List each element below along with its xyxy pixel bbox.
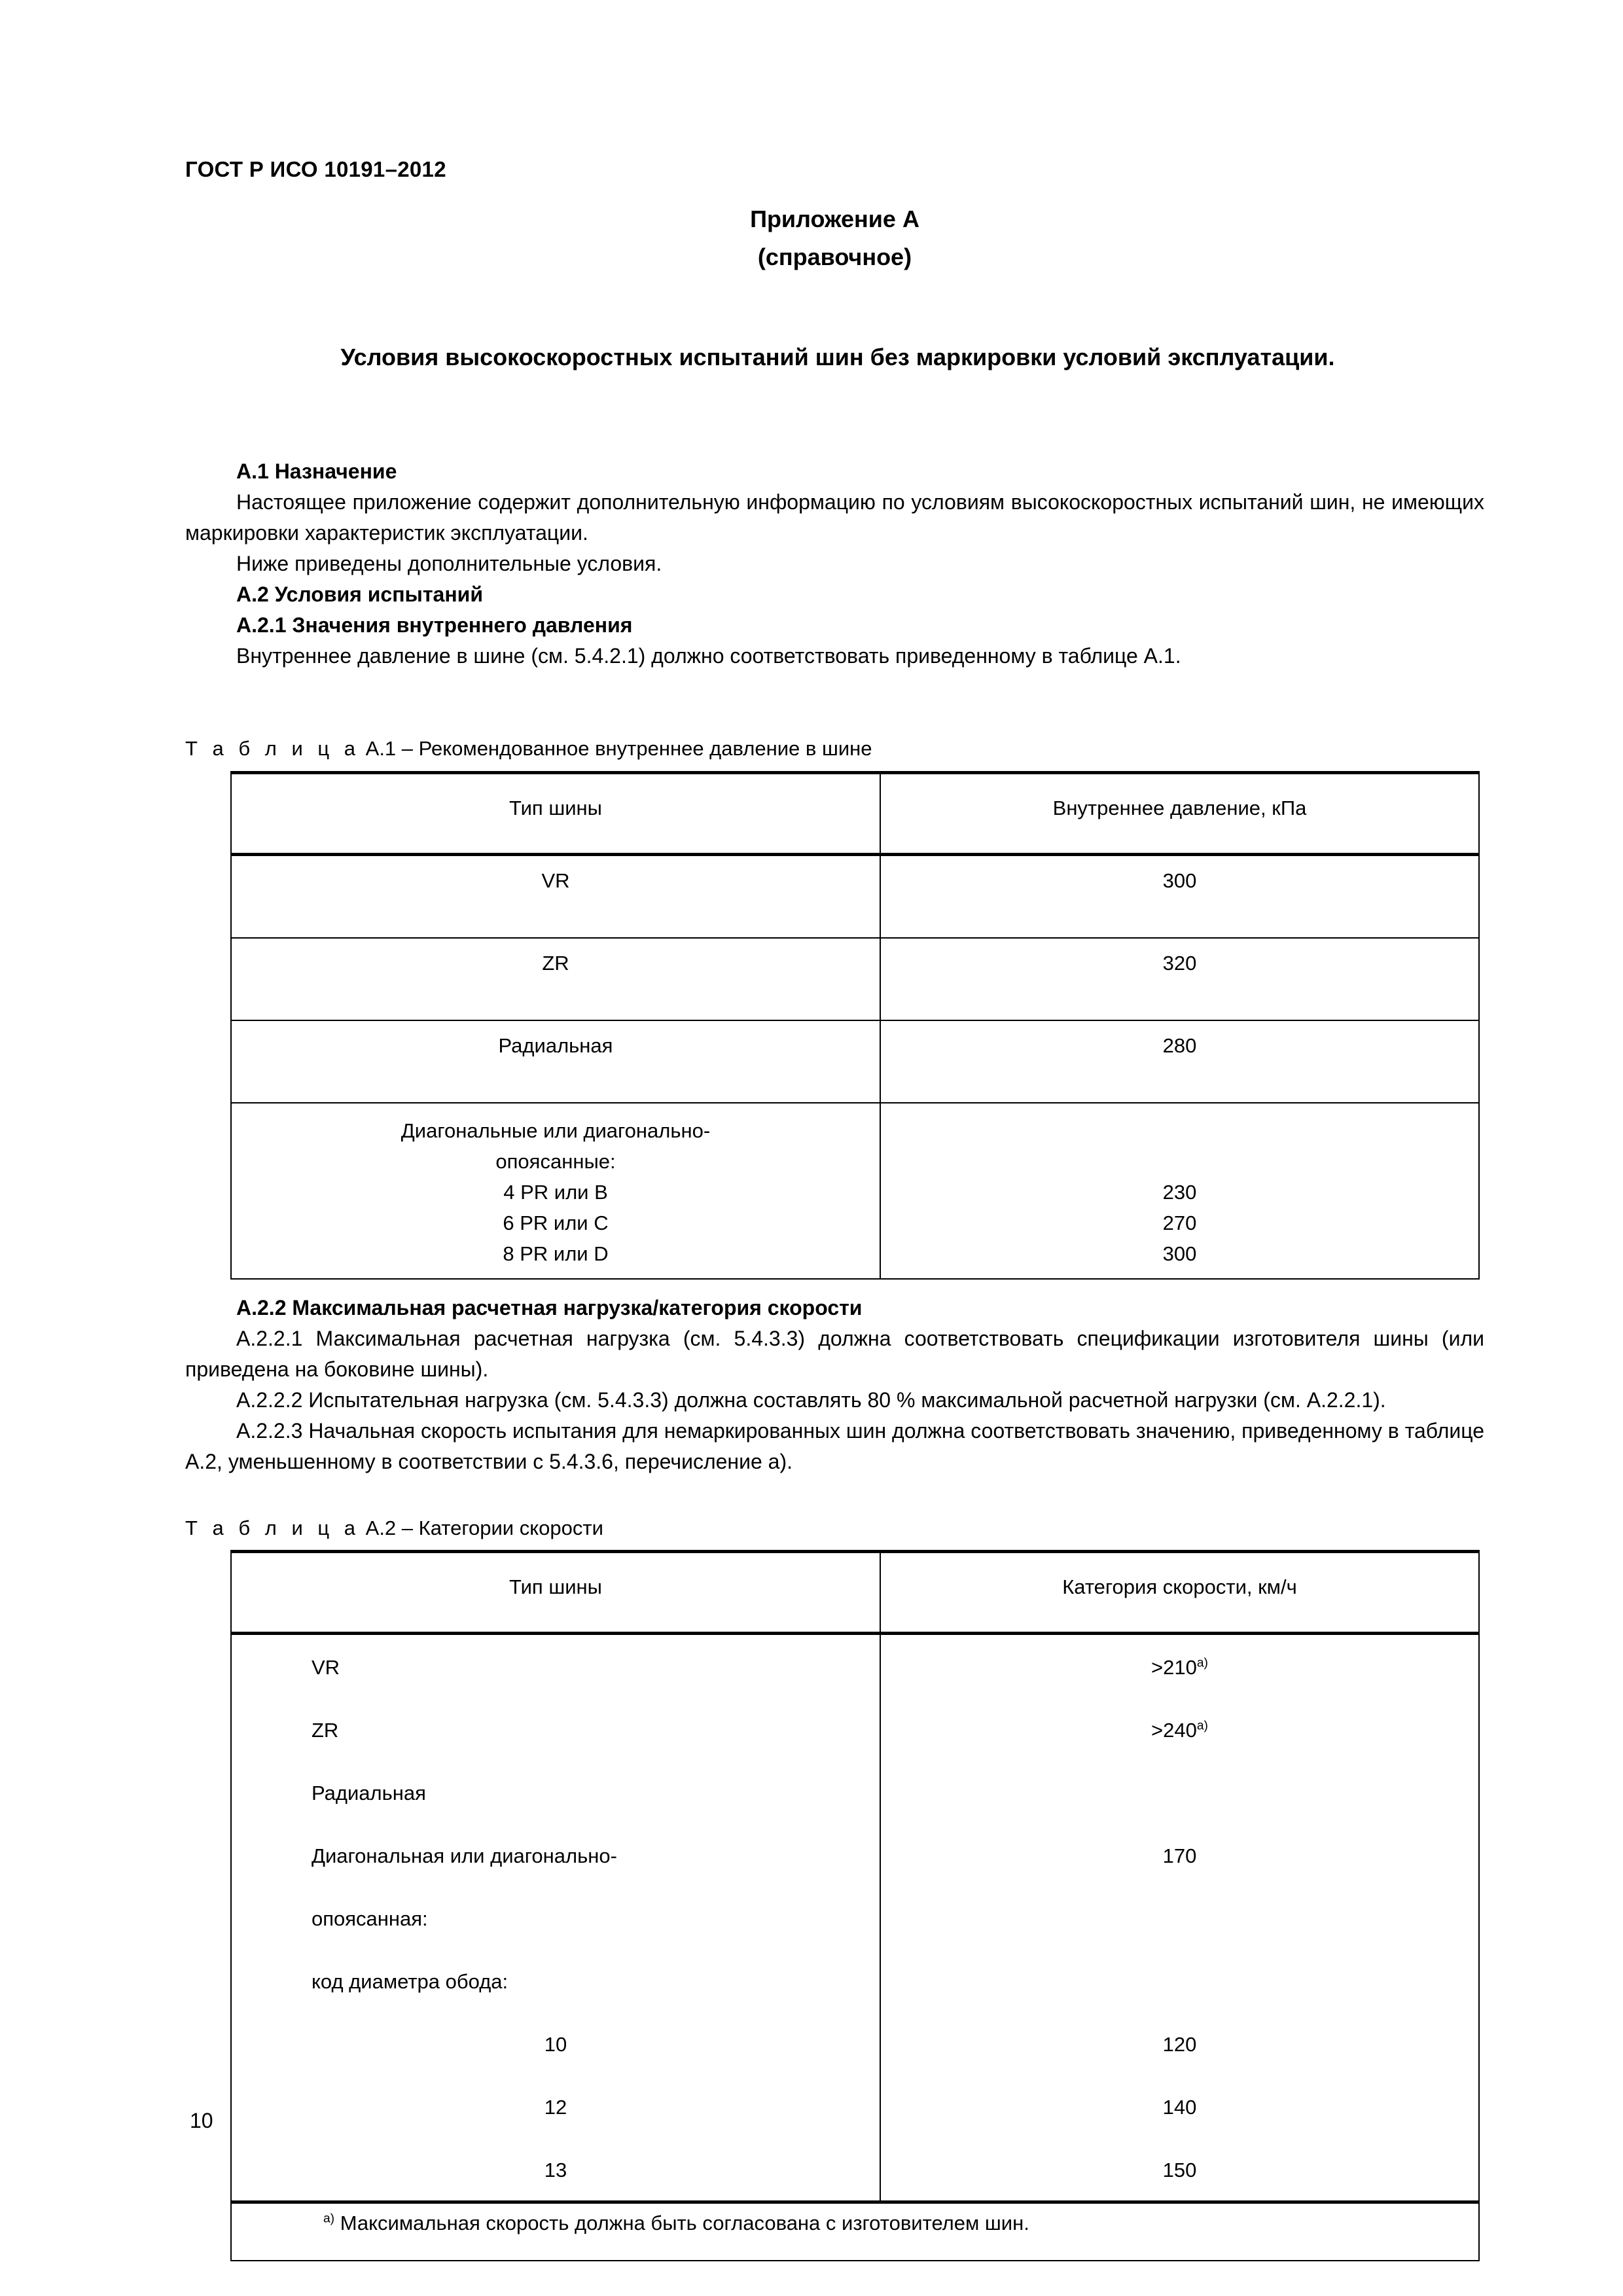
table-a1-cell-pressure: 300 [880, 855, 1479, 939]
table-a2-speed-footnote-ref: а) [1196, 1656, 1208, 1670]
table-a2-col-header-speed: Категория скорости, км/ч [880, 1552, 1479, 1634]
table-a2-cell-type: 10 [231, 2012, 880, 2075]
table-row [231, 1761, 1479, 1823]
table-a1-group-heading-line2: опоясанные: [495, 1150, 616, 1173]
table-a2-header-row [231, 1552, 1479, 1634]
table-a2-speed-value: >210 [1151, 1656, 1197, 1679]
table-a2-cell-speed: 120 [880, 2012, 1479, 2075]
table-row [231, 1698, 1479, 1761]
annex-subtitle-text: (справочное) [757, 243, 912, 270]
table-a1-caption-label: Т а б л и ц а [185, 737, 361, 760]
table-row [231, 1886, 1479, 1949]
table-a2-cell-type: опоясанная: [231, 1886, 880, 1949]
table-a1-cell-pressure: 300 [1162, 1242, 1197, 1265]
heading-a21: А.2.1 Значения внутреннего давления [236, 613, 633, 637]
table-a2-cell-type: Диагональная или диагонально- [231, 1823, 880, 1886]
table-a2 [230, 1550, 1480, 2261]
table-row [231, 1634, 1479, 1698]
table-a2-cell-speed [880, 1634, 1479, 1698]
paragraph-a1-1: Настоящее приложение содержит дополнительную информацию по условиям высокоскоростных испытаний шин, не имеющих маркировки характеристик эксплуатации. [185, 490, 1484, 545]
table-a1-cell-pressure: 320 [880, 938, 1479, 1020]
table-row [231, 1103, 1479, 1279]
paragraph-a21: Внутреннее давление в шине (см. 5.4.2.1) должно соответствовать приведенному в таблице А.1. [236, 644, 1181, 668]
table-a1-cell-pressure: 230 [1162, 1181, 1197, 1204]
table-a2-col-header-type: Тип шины [231, 1552, 880, 1634]
table-a2-cell-type: Радиальная [231, 1761, 880, 1823]
table-a2-cell-speed: 140 [880, 2075, 1479, 2138]
table-a1-group-heading-line1: Диагональные или диагонально- [401, 1119, 711, 1142]
table-a2-cell-speed [880, 1886, 1479, 1949]
table-a2-speed-value: >240 [1151, 1719, 1197, 1742]
table-a2-cell-type: 13 [231, 2138, 880, 2202]
table-a1-caption [185, 737, 872, 761]
table-a1-cell-pressure: 280 [880, 1020, 1479, 1103]
table-a2-footnote [231, 2202, 1479, 2261]
section-a22-block [185, 1293, 1484, 1477]
table-row [231, 1949, 1479, 2012]
heading-a1: А.1 Назначение [236, 459, 397, 483]
table-a1-header-row [231, 773, 1479, 855]
table-a1-cell-pressure: 270 [1162, 1211, 1197, 1234]
table-a2-cell-speed [880, 1949, 1479, 2012]
table-a2-caption-label: Т а б л и ц а [185, 1516, 361, 1539]
section-a1-block [185, 456, 1484, 672]
table-a1-caption-dash: – [401, 737, 414, 760]
table-a1-caption-text: Рекомендованное внутреннее давление в шине [418, 737, 872, 760]
page-number: 10 [190, 2109, 213, 2132]
table-a2-footnote-row [231, 2202, 1479, 2261]
table-a1-cell-pressure-group [880, 1103, 1479, 1279]
table-a1-cell-type: Радиальная [231, 1020, 880, 1103]
table-a2-cell-type: VR [231, 1634, 880, 1698]
annex-main-title-line2: эксплуатации. [1168, 344, 1335, 370]
table-a2-cell-type: ZR [231, 1698, 880, 1761]
table-a1 [230, 771, 1480, 1280]
table-a2-cell-type: код диаметра обода: [231, 1949, 880, 2012]
table-row [231, 1823, 1479, 1886]
heading-a22: А.2.2 Максимальная расчетная нагрузка/категория скорости [236, 1296, 863, 1319]
table-a1-cell-type: ZR [231, 938, 880, 1020]
table-a2-footnote-marker: а) [323, 2212, 335, 2226]
table-a1-col-header-pressure: Внутреннее давление, кПа [880, 773, 1479, 855]
table-a2-cell-speed [880, 1698, 1479, 1761]
annex-main-title-line1: Условия высокоскоростных испытаний шин без маркировки условий [340, 344, 1162, 370]
table-a1-cell-type: 6 PR или C [503, 1211, 609, 1234]
table-row [231, 855, 1479, 939]
table-row [231, 938, 1479, 1020]
table-a1-cell-type-group [231, 1103, 880, 1279]
table-a1-cell-type: 8 PR или D [503, 1242, 609, 1265]
table-a2-caption-number: А.2 [365, 1516, 397, 1539]
paragraph-a221: А.2.2.1 Максимальная расчетная нагрузка (см. 5.4.3.3) должна соответствовать спецификации изготовителя шины (или приведена на боковине шины). [185, 1327, 1484, 1381]
table-a2-speed-footnote-ref: а) [1196, 1719, 1208, 1733]
table-a2-caption-text: Категории скорости [418, 1516, 603, 1539]
document-header-standard-id: ГОСТ Р ИСО 10191–2012 [185, 157, 446, 181]
table-a2-caption-dash: – [401, 1516, 414, 1539]
table-a2-caption [185, 1516, 603, 1540]
table-a1-cell-type: VR [231, 855, 880, 939]
table-a1-cell-type: 4 PR или B [503, 1181, 608, 1204]
table-a2-footnote-text: Максимальная скорость должна быть согласована с изготовителем шин. [340, 2212, 1029, 2234]
table-a2-cell-speed [880, 1761, 1479, 1823]
table-a2-cell-speed: 150 [880, 2138, 1479, 2202]
table-row [231, 2138, 1479, 2202]
annex-title-text: Приложение А [750, 206, 919, 232]
table-a2-cell-speed: 170 [880, 1823, 1479, 1886]
table-a1-caption-number: А.1 [365, 737, 397, 760]
table-row [231, 1020, 1479, 1103]
table-row [231, 2012, 1479, 2075]
table-a1-col-header-type: Тип шины [231, 773, 880, 855]
table-a2-cell-type: 12 [231, 2075, 880, 2138]
heading-a2: А.2 Условия испытаний [236, 583, 483, 606]
paragraph-a222: А.2.2.2 Испытательная нагрузка (см. 5.4.3.3) должна составлять 80 % максимальной расчетной нагрузки (см. А.2.2.1). [236, 1388, 1386, 1412]
annex-main-title [255, 337, 1420, 378]
paragraph-a223: А.2.2.3 Начальная скорость испытания для немаркированных шин должна соответствовать значению, приведенному в таблице А.2, уменьшенному в соответствии с 5.4.3.6, перечисление а). [185, 1419, 1484, 1473]
paragraph-a1-2: Ниже приведены дополнительные условия. [236, 552, 662, 575]
annex-heading [185, 200, 1484, 276]
table-row [231, 2075, 1479, 2138]
